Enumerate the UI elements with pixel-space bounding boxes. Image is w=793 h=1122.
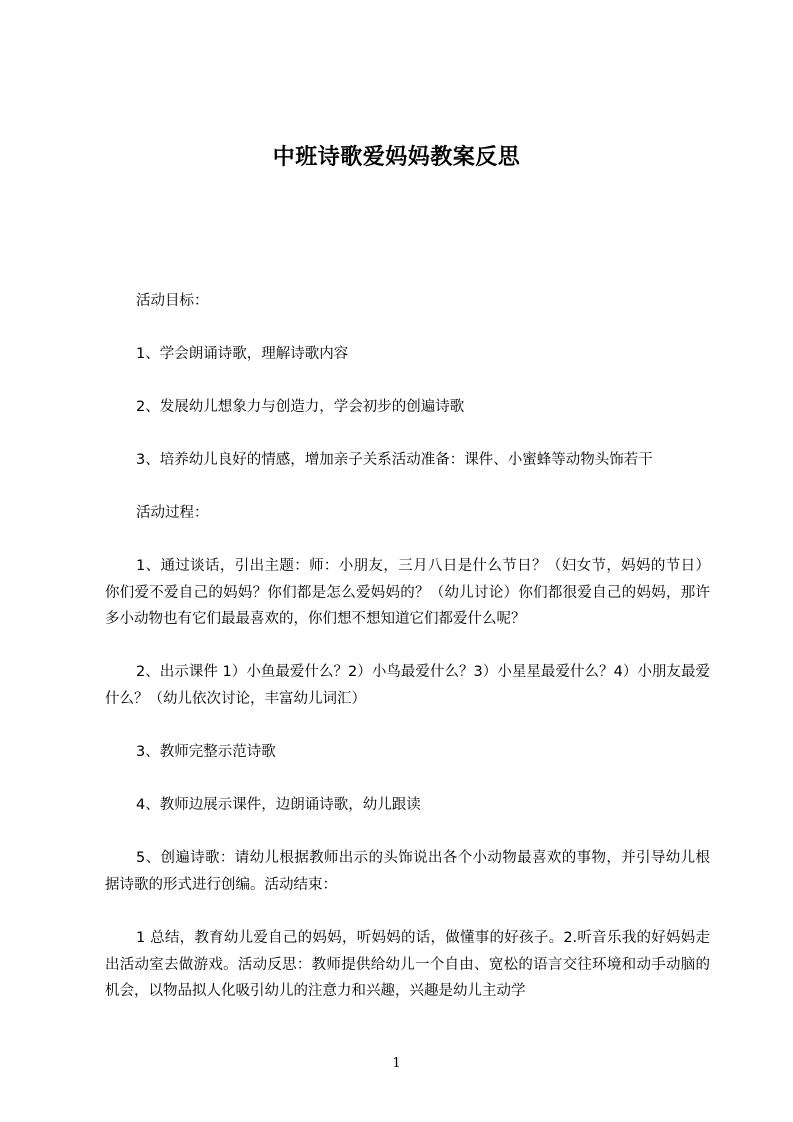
paragraph-step-2: 2、出示课件 1）小鱼最爱什么？2）小鸟最爱什么？3）小星星最爱什么？4）小朋友最爱什么？（幼儿依次讨论，丰富幼儿词汇） — [105, 664, 710, 707]
paragraph-summary-reflection: 1 总结，教育幼儿爱自己的妈妈，听妈妈的话，做懂事的好孩子。2.听音乐我的好妈妈走出活动室去做游戏。活动反思：教师提供给幼儿一个自由、宽松的语言交往环境和动手动脑的机会，以物品拟人化吸引幼儿的注意力和兴趣，兴趣是幼儿主动学 — [105, 930, 710, 999]
paragraph-activity-goals-heading: 活动目标： — [136, 293, 209, 309]
paragraph-goal-3: 3、培养幼儿良好的情感，增加亲子关系活动准备：课件、小蜜蜂等动物头饰若干 — [136, 452, 653, 468]
paragraph-step-4: 4、教师边展示课件，边朗诵诗歌，幼儿跟读 — [136, 797, 421, 813]
paragraph-activity-process-heading: 活动过程： — [136, 505, 209, 521]
paragraph-step-1: 1、通过谈话，引出主题：师：小朋友，三月八日是什么节日？（妇女节，妈妈的节日）你们爱不爱自己的妈妈？你们都是怎么爱妈妈的？（幼儿讨论）你们都很爱自己的妈妈，那许多小动物也有它们最最喜欢的，你们想不想知道它们都爱什么呢？ — [105, 558, 710, 627]
paragraph-goal-1: 1、学会朗诵诗歌，理解诗歌内容 — [136, 346, 349, 362]
paragraph-goal-2: 2、发展幼儿想象力与创造力，学会初步的创遍诗歌 — [136, 399, 465, 415]
page-number: 1 — [392, 1056, 401, 1071]
document-title: 中班诗歌爱妈妈教案反思 — [272, 145, 521, 170]
paragraph-step-5: 5、创遍诗歌：请幼儿根据教师出示的头饰说出各个小动物最喜欢的事物，并引导幼儿根据诗歌的形式进行创编。活动结束： — [105, 850, 710, 893]
paragraph-step-3: 3、教师完整示范诗歌 — [136, 744, 276, 760]
